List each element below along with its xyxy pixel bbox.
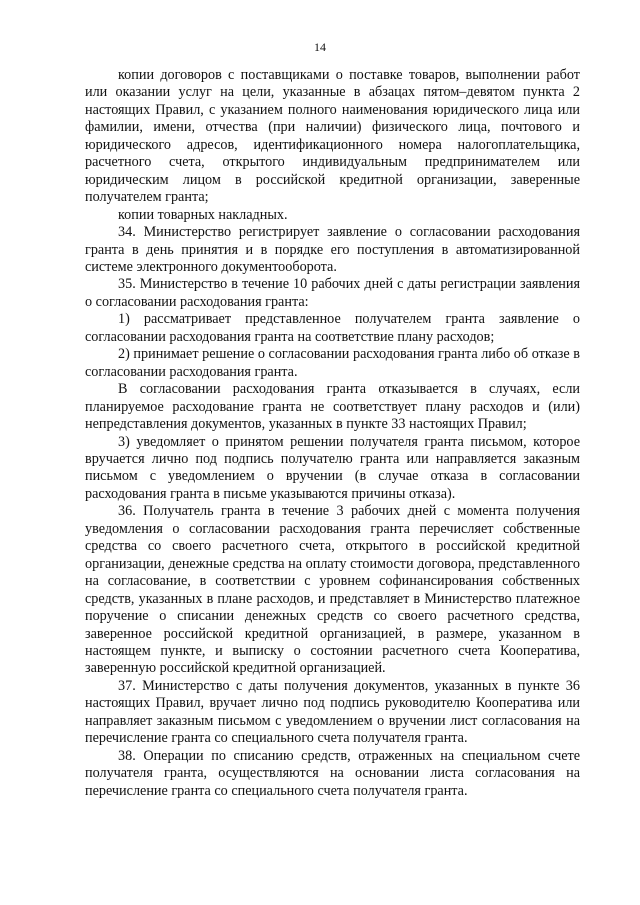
page-number: 14 [314, 40, 326, 54]
paragraph-item-36: 36. Получатель гранта в течение 3 рабочих дней с момента получения уведомления о согласовании расходования гранта перечисляет собственные средства со своего расчетного счета, открытого в российской кредитной организации, денежные средства на оплату стоимости договора, представленного на согласование, в соответствии с уровнем софинансирования собственных средств, указанных в плане расходов, и представляет в Министерство платежное поручение о списании денежных средств со своего расчетного средства, заверенное российской кредитной организацией, в размере, указанном в настоящем пункте, и выписку о состоянии расчетного счета Кооператива, заверенную российской кредитной организацией. [85, 503, 580, 677]
paragraph-item-38: 38. Операции по списанию средств, отраженных на специальном счете получателя гранта, осуществляются на основании листа согласования на перечисление гранта со специального счета получателя гранта. [85, 747, 580, 799]
paragraph-contracts-copies: копии договоров с поставщиками о поставке товаров, выполнении работ или оказании услуг на цели, указанные в абзацах пятом–девятом пункта 2 настоящих Правил, с указанием полного наименования юридического лица или фамилии, имени, отчества (при наличии) физического лица, почтового и юридического адресов, идентификационного номера налогоплательщика, расчетного счета, открытого индивидуальным предпринимателем или юридическим лицом в российской кредитной организации, заверенные получателем гранта; [85, 67, 580, 206]
paragraph-item-34: 34. Министерство регистрирует заявление о согласовании расходования гранта в день принятия и в порядке его поступления в автоматизированной системе электронного документооборота. [85, 224, 580, 275]
paragraph-item-35-sub-2: 2) принимает решение о согласовании расходования гранта либо об отказе в согласовании расходования гранта. [85, 346, 580, 380]
paragraph-item-35: 35. Министерство в течение 10 рабочих дней с даты регистрации заявления о согласовании расходования гранта: [85, 276, 580, 310]
document-body [85, 67, 580, 800]
paragraph-refusal-cases: В согласовании расходования гранта отказывается в случаях, если планируемое расходование гранта не соответствует плану расходов и (или) непредставления документов, указанных в пункте 33 настоящих Правил; [85, 381, 580, 433]
paragraph-invoices-copies: копии товарных накладных. [118, 206, 288, 223]
paragraph-item-37: 37. Министерство с даты получения документов, указанных в пункте 36 настоящих Правил, вручает лично под подпись руководителю Кооператива или направляет заказным письмом с уведомлением о вручении лист согласования на перечисление гранта со специального счета получателя гранта. [85, 677, 580, 747]
paragraph-item-35-sub-1: 1) рассматривает представленное получателем гранта заявление о согласовании расходования гранта на соответствие плану расходов; [85, 311, 580, 345]
paragraph-item-35-sub-3: 3) уведомляет о принятом решении получателя гранта письмом, которое вручается лично под подпись получателю гранта или направляется заказным письмом с уведомлением о вручении (в случае отказа в согласовании расходования гранта в письме указываются причины отказа). [85, 433, 580, 502]
